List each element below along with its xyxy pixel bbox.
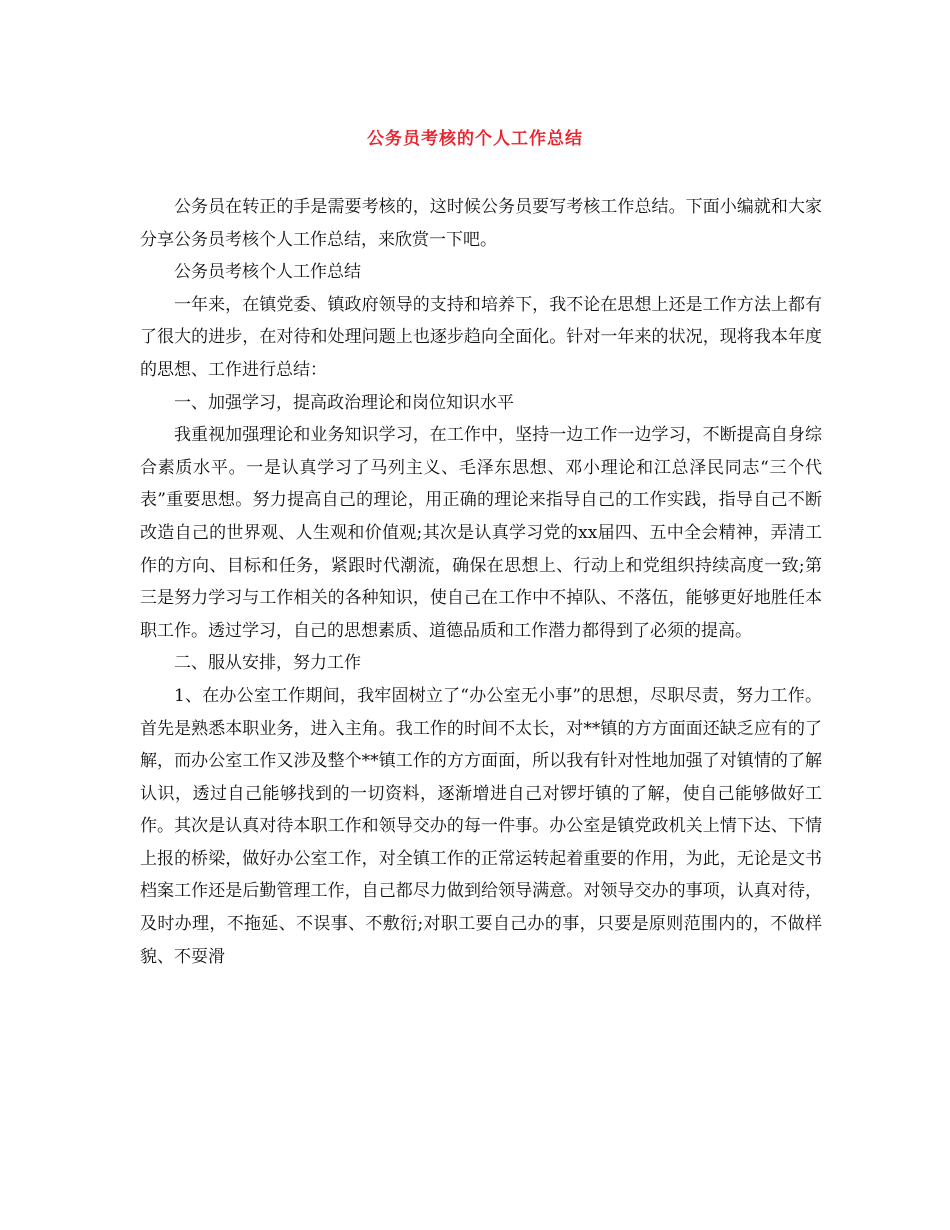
section-heading-2: 二、服从安排，努力工作	[174, 653, 361, 674]
paragraph-overview: 一年来，在镇党委、镇政府领导的支持和培养下，我不论在思想上还是工作方法上都有了很大的进步，在对待和处理问题上也逐步趋向全面化。针对一年来的状况，现将我本年度的思想、工作进行总结：	[140, 294, 822, 380]
section-heading-1: 一、加强学习，提高政治理论和岗位知识水平	[174, 392, 514, 413]
paragraph-subtitle: 公务员考核个人工作总结	[174, 262, 361, 283]
document-body	[140, 191, 822, 973]
paragraph-office-work: 1、在办公室工作期间，我牢固树立了“办公室无小事”的思想，尽职尽责，努力工作。首先是熟悉本职业务，进入主角。我工作的时间不太长，对**镇的方方面面还缺乏应有的了解，而办公室工作又涉及整个**镇工作的方方面面，所以我有针对性地加强了对镇情的了解认识，透过自己能够找到的一切资料，逐渐增进自己对锣圩镇的了解，使自己能够做好工作。其次是认真对待本职工作和领导交办的每一件事。办公室是镇党政机关上情下达、下情上报的桥梁，做好办公室工作，对全镇工作的正常运转起着重要的作用，为此，无论是文书档案工作还是后勤管理工作，自己都尽力做到给领导满意。对领导交办的事项，认真对待，及时办理，不拖延、不误事、不敷衍;对职工要自己办的事，只要是原则范围内的，不做样貌、不耍滑	[140, 685, 822, 967]
paragraph-study: 我重视加强理论和业务知识学习，在工作中，坚持一边工作一边学习，不断提高自身综合素质水平。一是认真学习了马列主义、毛泽东思想、邓小理论和江总泽民同志“三个代表”重要思想。努力提高自己的理论，用正确的理论来指导自己的工作实践，指导自己不断改造自己的世界观、人生观和价值观;其次是认真学习党的xx届四、五中全会精神，弄清工作的方向、目标和任务，紧跟时代潮流，确保在思想上、行动上和党组织持续高度一致;第三是努力学习与工作相关的各种知识，使自己在工作中不掉队、不落伍，能够更好地胜任本职工作。透过学习，自己的思想素质、道德品质和工作潜力都得到了必须的提高。	[140, 425, 822, 641]
paragraph-intro: 公务员在转正的手是需要考核的，这时候公务员要写考核工作总结。下面小编就和大家分享公务员考核个人工作总结，来欣赏一下吧。	[140, 197, 822, 250]
document-title: 公务员考核的个人工作总结	[367, 129, 583, 149]
